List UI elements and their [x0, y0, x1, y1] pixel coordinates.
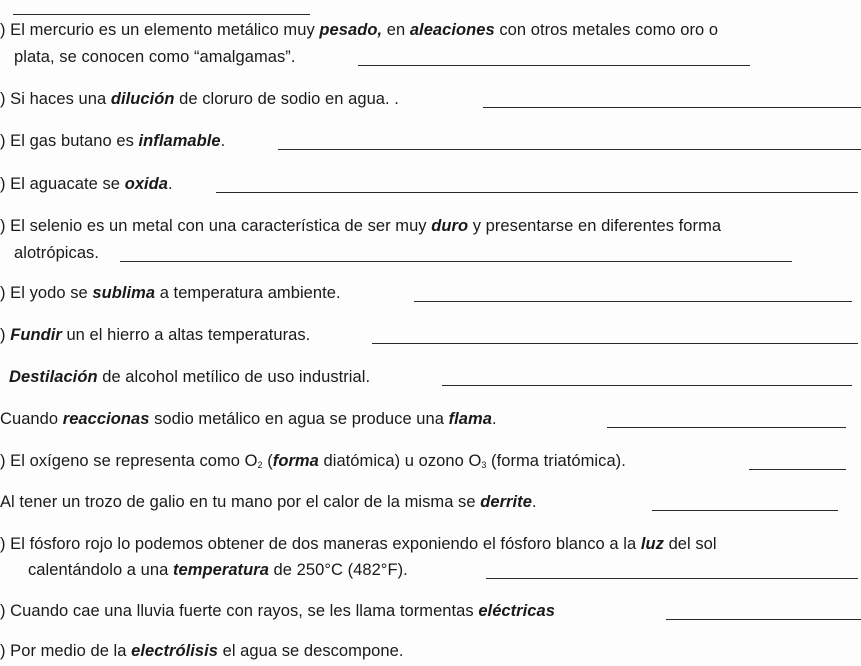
- question-text: a temperatura ambiente.: [155, 284, 341, 302]
- question-text: Cuando: [0, 410, 63, 428]
- question-line-q7: [0, 325, 310, 345]
- question-line-q10: [0, 451, 626, 475]
- keyword: reaccionas: [62, 410, 150, 428]
- answer-blank-q8[interactable]: [442, 385, 852, 386]
- question-text: ) El selenio es un metal con una característica de ser muy: [0, 217, 432, 235]
- question-text: Al tener un trozo de galio en tu mano por el calor de la misma se: [0, 493, 481, 511]
- answer-blank-top[interactable]: [13, 14, 310, 15]
- question-line-q5-l2: [14, 243, 99, 263]
- question-text: un el hierro a altas temperaturas.: [61, 326, 311, 344]
- answer-blank-q3[interactable]: [278, 149, 861, 150]
- question-text: y presentarse en diferentes forma: [468, 217, 722, 235]
- answer-blank-q1-l2[interactable]: [358, 65, 750, 66]
- keyword: duro: [431, 217, 469, 235]
- question-line-q14: [0, 641, 404, 661]
- question-text: (: [262, 452, 273, 470]
- question-text: ): [0, 326, 11, 344]
- keyword: temperatura: [173, 561, 269, 579]
- question-text: ) El aguacate se: [0, 175, 125, 193]
- question-text: .: [491, 410, 497, 428]
- question-text: de cloruro de sodio en agua. .: [174, 90, 399, 108]
- question-text: ) El fósforo rojo lo podemos obtener de dos maneras exponiendo el fósforo blanco a la: [0, 535, 641, 553]
- question-text: de 250°C (482°F).: [268, 561, 408, 579]
- keyword: flama: [448, 410, 492, 428]
- question-text: diatómica) u ozono O: [318, 452, 482, 470]
- answer-blank-q6[interactable]: [414, 301, 852, 302]
- question-text: alotrópicas.: [14, 244, 99, 262]
- question-text: ) El yodo se: [0, 284, 93, 302]
- answer-blank-q5-l2[interactable]: [120, 261, 792, 262]
- answer-blank-q12-l2[interactable]: [486, 578, 858, 579]
- keyword: luz: [640, 535, 664, 553]
- question-text: .: [220, 132, 226, 150]
- question-line-q1-l1: [0, 20, 718, 40]
- question-text: (forma triatómica).: [486, 452, 626, 470]
- question-line-q5-l1: [0, 216, 721, 236]
- question-text: ) El mercurio es un elemento metálico muy: [0, 21, 320, 39]
- keyword: sublima: [92, 284, 156, 302]
- keyword: forma: [272, 452, 319, 470]
- keyword: eléctricas: [478, 602, 555, 620]
- question-line-q12-l2: [28, 560, 408, 580]
- question-text: ) El oxígeno se representa como O: [0, 452, 258, 470]
- question-line-q6: [0, 283, 341, 303]
- keyword: derrite: [480, 493, 532, 511]
- answer-blank-q2[interactable]: [483, 107, 861, 108]
- subscript: 3: [481, 460, 487, 470]
- question-text: plata, se conocen como “amalgamas”.: [14, 48, 296, 66]
- question-text: ) El gas butano es: [0, 132, 139, 150]
- question-text: del sol: [663, 535, 717, 553]
- answer-blank-q13[interactable]: [666, 619, 861, 620]
- question-text: de alcohol metílico de uso industrial.: [97, 368, 371, 386]
- subscript: 2: [257, 460, 263, 470]
- question-line-q13: [0, 601, 555, 621]
- question-line-q11: [0, 492, 537, 512]
- answer-blank-q10[interactable]: [749, 469, 846, 470]
- question-line-q9: [0, 409, 497, 429]
- keyword: inflamable: [138, 132, 221, 150]
- question-text: .: [168, 175, 173, 193]
- question-text: el agua se descompone.: [217, 642, 404, 660]
- keyword: Destilación: [9, 368, 98, 386]
- question-text: .: [531, 493, 537, 511]
- question-line-q4: [0, 174, 173, 194]
- question-text: en: [382, 21, 410, 39]
- keyword: Fundir: [10, 326, 62, 344]
- question-text: ) Por medio de la: [0, 642, 132, 660]
- question-line-q3: [0, 131, 225, 151]
- answer-blank-q7[interactable]: [372, 343, 858, 344]
- question-text: con otros metales como oro o: [494, 21, 719, 39]
- keyword: electrólisis: [131, 642, 218, 660]
- question-text: sodio metálico en agua se produce una: [149, 410, 449, 428]
- question-line-q2: [0, 89, 399, 109]
- question-line-q12-l1: [0, 534, 717, 554]
- question-text: calentándolo a una: [28, 561, 173, 579]
- question-text: ) Cuando cae una lluvia fuerte con rayos, se les llama tormentas: [0, 602, 479, 620]
- keyword: aleaciones: [409, 21, 495, 39]
- keyword: oxida: [124, 175, 169, 193]
- answer-blank-q4[interactable]: [216, 192, 858, 193]
- answer-blank-q9[interactable]: [607, 427, 846, 428]
- answer-blank-q11[interactable]: [652, 510, 838, 511]
- keyword: dilución: [110, 90, 175, 108]
- question-line-q1-l2: [14, 47, 295, 67]
- keyword: pesado,: [319, 21, 383, 39]
- question-line-q8: [9, 367, 370, 387]
- question-text: ) Si haces una: [0, 90, 111, 108]
